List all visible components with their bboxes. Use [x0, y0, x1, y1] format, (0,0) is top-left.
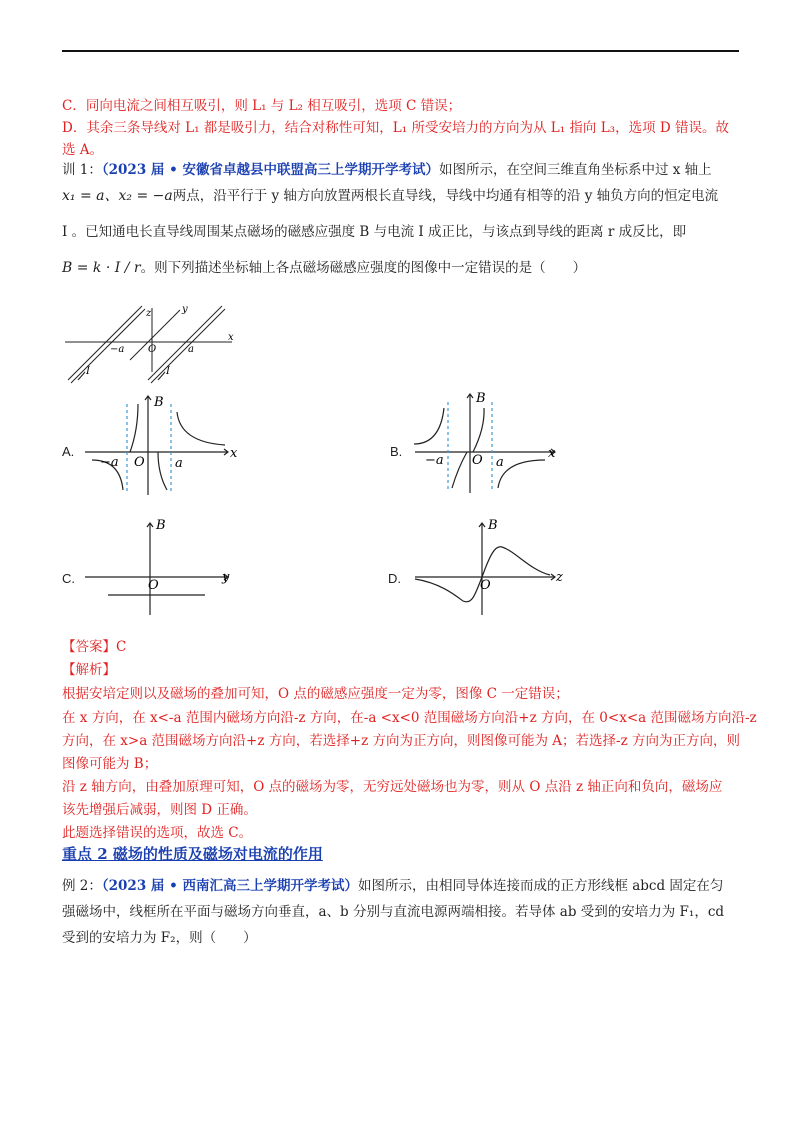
question-line3: I 。已知通电长直导线周围某点磁场的磁感应强度 B 与电流 I 成正比，与该点到导线的距离 r 成反比，即 [62, 224, 687, 240]
d-b-label: B [488, 518, 498, 533]
a-x-label: x [230, 446, 238, 461]
question-line4 [62, 258, 586, 278]
a-curve-4 [177, 412, 225, 445]
c-b-label: B [156, 518, 166, 533]
analysis-line-5: 该先增强后减弱，则图 D 正确。 [62, 802, 257, 818]
analysis-line-0: 根据安培定则以及磁场的叠加可知，O 点的磁感应强度一定为零，图像 C 一定错误； [62, 686, 569, 702]
analysis-line-6: 此题选择错误的选项，故选 C。 [62, 825, 253, 841]
b-x-label: x [548, 446, 556, 461]
example2-prefix: 例 2： [62, 878, 102, 894]
question-line2-math: x₁ = a、x₂ = −a [62, 188, 173, 204]
setup-neg-a-label: −a [110, 344, 125, 355]
b-curve-2 [452, 452, 467, 488]
setup-z-label: z [146, 308, 152, 319]
setup-o-label: O [148, 344, 157, 355]
header-rule [62, 50, 739, 52]
analysis-line-3: 图像可能为 B； [62, 756, 158, 772]
example2-line1-end: 如图所示，由相同导体连接而成的正方形线框 abcd 固定在匀 [357, 878, 724, 894]
example2-line2: 强磁场中，线框所在平面与磁场方向垂直，a、b 分别与直流电源两端相接。若导体 ab 受到的安培力为 F₁，cd [62, 904, 725, 920]
a-curve-3 [158, 452, 167, 490]
analysis-c-line: C．同向电流之间相互吸引，则 L₁ 与 L₂ 相互吸引，选项 C 错误； [62, 98, 462, 114]
b-curve-1 [414, 408, 444, 444]
question-line4-math: B = k · I / r [62, 260, 141, 276]
example2-source: （2023 届 • 西南汇高三上学期开学考试） [101, 878, 358, 894]
a-o-label: O [134, 455, 145, 470]
setup-figure [60, 300, 245, 390]
question-source: （2023 届 • 安徽省卓越县中联盟高三上学期开学考试） [101, 162, 439, 178]
question-line2-text: 两点，沿平行于 y 轴方向放置两根长直导线，导线中均通有相等的沿 y 轴负方向的恒定电流 [172, 188, 719, 204]
example2-line1 [62, 876, 723, 896]
analysis-label: 【解析】 [62, 662, 116, 678]
b-b-label: B [476, 391, 486, 406]
question-line1 [62, 160, 712, 180]
option-a-label: A. [62, 444, 75, 459]
option-d-graph [410, 515, 570, 615]
option-c-label: C. [62, 571, 75, 586]
section-heading: 重点 2 磁场的性质及磁场对电流的作用 [62, 845, 323, 863]
wire-right [148, 306, 225, 383]
wire-left [68, 306, 145, 383]
a-neg-a-label: −a [100, 455, 119, 470]
b-o-label: O [472, 453, 483, 468]
question-line2 [62, 186, 718, 206]
option-d-label: D. [388, 571, 401, 586]
d-z-label: z [556, 570, 563, 585]
answer-label: 【答案】 [62, 639, 116, 655]
c-y-label: y [222, 570, 230, 585]
analysis-d-line2: 选 A。 [62, 142, 104, 158]
option-c-graph [80, 515, 240, 615]
analysis-d-line1: D．其余三条导线对 L₁ 都是吸引力，结合对称性可知，L₁ 所受安培力的方向为从 L₁ 指向 L₃，选项 D 错误。故 [62, 120, 729, 136]
a-a-label: a [175, 456, 183, 471]
analysis-line-1: 在 x 方向，在 x<-a 范围内磁场方向沿-z 方向，在-a <x<0 范围磁场方向沿+z 方向，在 0<x<a 范围磁场方向沿-z [62, 710, 757, 726]
setup-y-label: y [182, 304, 188, 315]
option-b-graph [410, 388, 570, 498]
setup-a-label: a [188, 344, 194, 355]
question-line1-end: 如图所示，在空间三维直角坐标系中过 x 轴上 [438, 162, 712, 178]
setup-i-left: I [86, 366, 90, 377]
b-curve-3 [473, 408, 484, 452]
answer-line [62, 637, 126, 657]
b-curve-4 [498, 460, 545, 488]
setup-x-label: x [228, 332, 234, 343]
example2-line3: 受到的安培力为 F₂，则（ ） [62, 930, 257, 946]
option-a-graph [80, 390, 240, 500]
question-prefix: 训 1： [62, 162, 102, 178]
analysis-line-4: 沿 z 轴方向，由叠加原理可知，O 点的磁场为零，无穷远处磁场也为零，则从 O 点沿 z 轴正向和负向，磁场应 [62, 779, 723, 795]
b-neg-a-label: −a [425, 453, 444, 468]
setup-i-right: I [166, 366, 170, 377]
analysis-line-2: 方向，在 x>a 范围磁场方向沿+z 方向，若选择+z 方向为正方向，则图像可能为 A；若选择-z 方向为正方向，则 [62, 733, 740, 749]
option-b-label: B. [390, 444, 403, 459]
answer-value: C [116, 639, 127, 655]
question-line4-text: 。则下列描述坐标轴上各点磁场磁感应强度的图像中一定错误的是（ ） [140, 260, 587, 276]
a-curve-2 [130, 404, 138, 452]
b-a-label: a [496, 455, 504, 470]
c-o-label: O [148, 578, 159, 593]
d-o-label: O [480, 578, 491, 593]
a-b-label: B [154, 395, 164, 410]
